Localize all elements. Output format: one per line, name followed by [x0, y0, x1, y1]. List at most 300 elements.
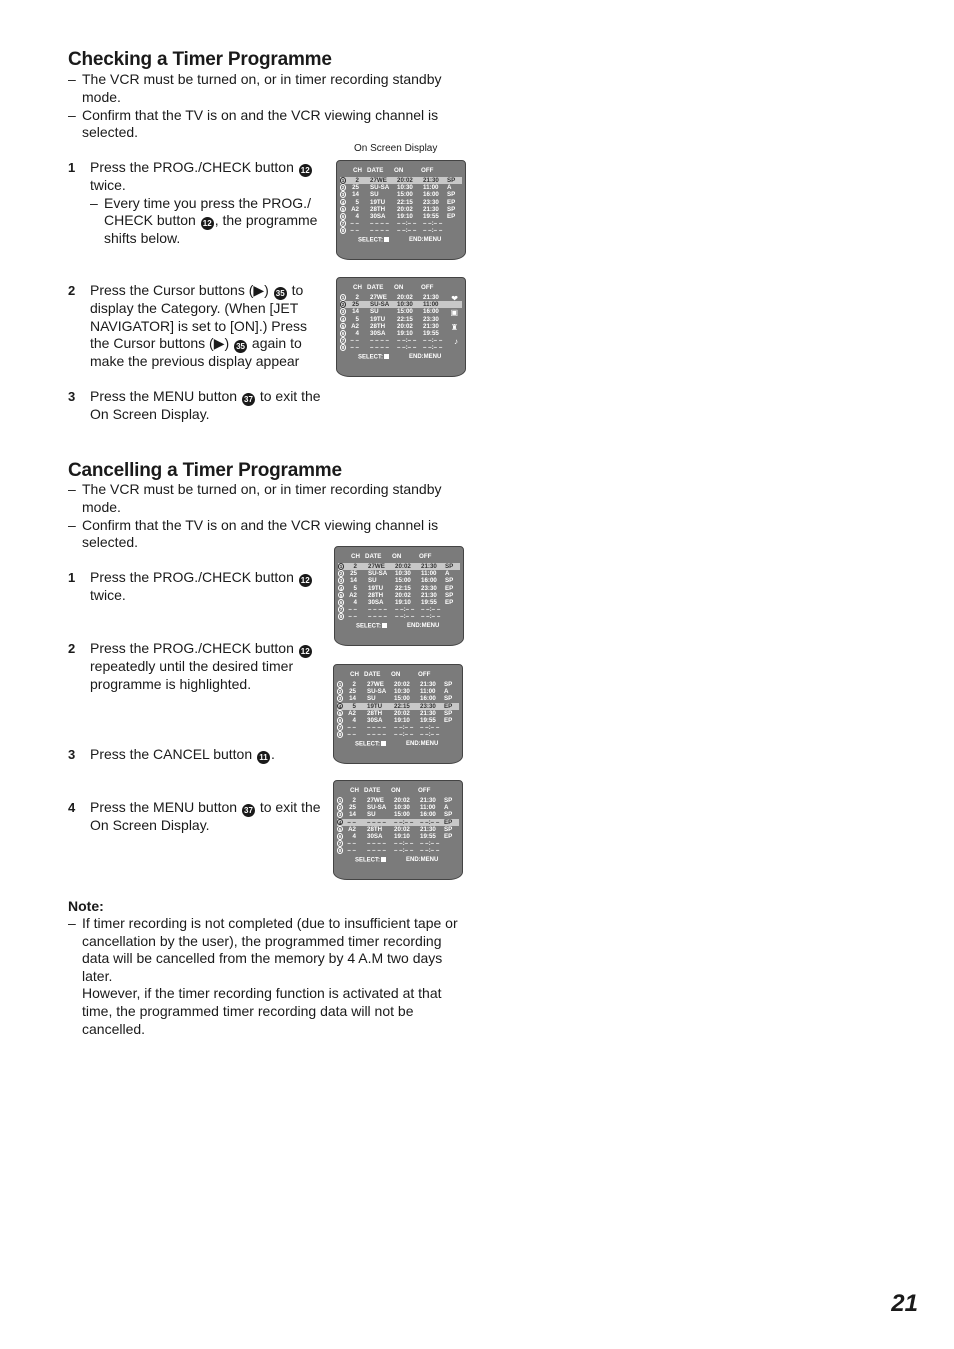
osd-speed: EP	[445, 584, 454, 592]
osd-row-number: 5	[338, 710, 342, 716]
osd-off-time: 23:30	[421, 584, 437, 592]
osd-footer-end-menu: END:MENU	[409, 354, 442, 360]
osd-on-time: – –:– –	[397, 337, 417, 345]
osd-on-time: 19:10	[394, 833, 410, 840]
osd-on-time: 19:10	[397, 330, 413, 337]
osd-channel: 4	[352, 833, 356, 840]
osd-on-time: 20:02	[397, 177, 413, 184]
osd-off-time: – –:– –	[420, 724, 440, 732]
osd-programme-row	[337, 688, 459, 695]
osd-date: 30SA	[370, 330, 386, 337]
osd-footer-select: SELECT:	[355, 741, 386, 748]
osd-programme-row	[340, 213, 462, 220]
osd-channel: 4	[352, 717, 356, 724]
osd-speed: SP	[444, 709, 453, 717]
osd-on-time: – –:– –	[397, 227, 417, 235]
osd-date: 19TU	[370, 315, 386, 323]
osd-programme-row	[340, 206, 462, 213]
osd-off-time: – –:– –	[423, 220, 443, 228]
osd-header-off: OFF	[421, 284, 434, 291]
osd-row-number: 3	[338, 696, 342, 702]
intro-item: – The VCR must be turned on, or in timer recording standby mode.	[68, 481, 442, 515]
osd-row-number: 8	[341, 228, 345, 234]
checking-step-3: 3 Press the MENU button 37 to exit the On Screen Display.	[68, 388, 321, 422]
osd-programme-row	[337, 731, 459, 738]
osd-programme-row	[340, 184, 462, 191]
osd-speed: SP	[447, 177, 456, 184]
osd-header-ch: CH	[350, 671, 359, 678]
osd-channel: 14	[349, 695, 356, 703]
osd-on-time: – –:– –	[395, 613, 415, 621]
osd-row-number: 6	[338, 834, 342, 839]
music-note-icon: ♪	[454, 337, 458, 347]
osd-programme-row	[338, 613, 460, 620]
osd-date: – – – –	[370, 227, 389, 235]
osd-row-number: 3	[341, 192, 345, 198]
note-title: Note:	[68, 898, 104, 914]
osd-channel: 2	[353, 563, 357, 570]
osd-channel: 2	[355, 177, 359, 184]
cursor-button-icon: 35	[234, 340, 247, 353]
osd-channel: 25	[352, 301, 359, 309]
osd-channel: – –	[347, 840, 356, 848]
osd-on-time: 20:02	[394, 797, 410, 804]
osd-channel: 14	[349, 811, 356, 819]
osd-date: SU-SA	[368, 570, 388, 578]
osd-on-time: 15:00	[397, 308, 413, 316]
osd-row-number: 4	[338, 819, 342, 825]
osd-on-time: 15:00	[395, 577, 411, 585]
osd-off-time: – –:– –	[420, 840, 440, 848]
cancelling-intro	[68, 481, 468, 552]
osd-row-number: 1	[339, 564, 343, 569]
osd-off-time: 16:00	[423, 308, 439, 316]
osd-on-time: 15:00	[397, 191, 413, 199]
osd-channel: A2	[351, 205, 359, 213]
osd-off-time: 11:00	[420, 804, 436, 812]
intro-item: – Confirm that the TV is on and the VCR viewing channel is selected.	[68, 516, 439, 551]
osd-programme-row	[337, 804, 459, 811]
osd-off-time: 19:55	[423, 330, 439, 337]
osd-header-on: ON	[391, 671, 401, 678]
osd-channel: A2	[348, 709, 356, 717]
osd-date: 28TH	[367, 825, 383, 833]
osd-footer-end-menu: END:MENU	[407, 623, 440, 629]
osd-channel: 25	[350, 570, 357, 578]
osd-programme-row	[337, 695, 459, 702]
osd-row-number: 2	[338, 689, 342, 695]
osd-programme-row	[337, 703, 459, 710]
osd-footer-end-menu: END:MENU	[406, 857, 439, 863]
osd-date: SU	[370, 191, 379, 199]
osd-date: – – – –	[370, 220, 389, 228]
page-number: 21	[891, 1290, 918, 1317]
osd-speed: A	[444, 688, 449, 696]
select-cursor-icon	[384, 354, 389, 359]
osd-row-number: 8	[339, 614, 343, 620]
checking-intro	[68, 71, 468, 142]
osd-programme-row	[337, 681, 459, 688]
osd-speed: SP	[444, 811, 453, 819]
osd-programme-row	[340, 308, 462, 318]
osd-on-time: 22:15	[395, 584, 411, 592]
cancelling-step-3: 3 Press the CANCEL button 11 .	[68, 746, 275, 762]
intro-item: – The VCR must be turned on, or in timer recording standby mode.	[68, 71, 442, 105]
osd-row-number: 5	[339, 592, 343, 598]
osd-channel: 25	[349, 688, 356, 696]
osd-programme-row	[338, 606, 460, 613]
osd-header-ch: CH	[351, 553, 360, 560]
osd-speed: SP	[445, 563, 454, 570]
osd-programme-row	[337, 797, 459, 804]
osd-on-time: 15:00	[394, 811, 410, 819]
prog-check-button-icon: 12	[299, 574, 312, 587]
osd-on-time: – –:– –	[394, 847, 414, 855]
osd-on-time: – –:– –	[397, 220, 417, 228]
osd-programme-row	[338, 592, 460, 599]
osd-screen-3	[334, 546, 464, 646]
osd-off-time: 21:30	[423, 205, 439, 213]
osd-speed: SP	[444, 695, 453, 703]
osd-speed: EP	[447, 213, 456, 220]
osd-off-time: 11:00	[420, 688, 436, 696]
osd-speed: A	[445, 570, 450, 578]
osd-date: 30SA	[370, 213, 386, 220]
osd-row-number: 8	[338, 848, 342, 854]
osd-off-time: 11:00	[423, 301, 439, 309]
osd-off-time: – –:– –	[421, 613, 441, 621]
osd-off-time: – –:– –	[423, 344, 443, 352]
osd-programme-row	[337, 847, 459, 854]
osd-date: 27WE	[368, 563, 385, 570]
osd-row-number: 2	[338, 805, 342, 811]
osd-off-time: 21:30	[420, 681, 436, 688]
osd-row-number: 6	[339, 600, 343, 605]
cursor-button-icon: 35	[274, 287, 287, 300]
select-cursor-icon	[381, 741, 386, 746]
osd-on-time: 10:30	[397, 184, 413, 192]
osd-programme-row	[340, 220, 462, 227]
osd-channel: 25	[349, 804, 356, 812]
osd-off-time: – –:– –	[421, 606, 441, 614]
osd-date: 28TH	[367, 709, 383, 717]
movie-icon: ♜	[450, 322, 458, 332]
osd-on-time: 15:00	[394, 695, 410, 703]
osd-speed: EP	[445, 599, 454, 606]
osd-off-time: 21:30	[420, 825, 436, 833]
checking-step-1: 1 Press the PROG./CHECK button 12 twice. – Every time you press the PROG./ CHECK button 12 , the programme shifts below.	[68, 159, 318, 247]
osd-header-off: OFF	[419, 553, 432, 560]
osd-off-time: 21:30	[421, 591, 437, 599]
osd-row-number: 5	[341, 206, 345, 212]
osd-speed: EP	[444, 717, 453, 724]
select-cursor-icon	[384, 237, 389, 242]
osd-date: 27WE	[367, 681, 384, 688]
osd-row-number: 3	[338, 812, 342, 818]
osd-off-time: 21:30	[421, 563, 437, 570]
osd-off-time: 19:55	[420, 717, 436, 724]
osd-date: 27WE	[370, 294, 387, 301]
osd-off-time: 19:55	[421, 599, 437, 606]
osd-programme-row	[337, 724, 459, 731]
osd-row-number: 2	[341, 302, 345, 308]
osd-speed: A	[444, 804, 449, 812]
osd-row-number: 4	[341, 199, 345, 205]
osd-channel: A2	[349, 591, 357, 599]
osd-on-time: 22:15	[394, 702, 410, 710]
osd-on-time: 20:02	[394, 681, 410, 688]
osd-header-ch: CH	[350, 787, 359, 794]
osd-row-number: 4	[339, 585, 343, 591]
osd-date: – – – –	[367, 724, 386, 732]
osd-date: SU	[367, 695, 376, 703]
osd-on-time: 20:02	[395, 563, 411, 570]
osd-channel: – –	[348, 606, 357, 614]
osd-header-date: DATE	[364, 671, 381, 678]
osd-channel: 4	[353, 599, 357, 606]
osd-off-time: 16:00	[420, 811, 436, 819]
osd-on-time: 19:10	[397, 213, 413, 220]
osd-date: SU-SA	[370, 184, 390, 192]
osd-programme-row	[340, 177, 462, 184]
note-body: – If timer recording is not completed (due to insufficient tape or cancellation by the user), the programmed timer recording data will be cancelled from the memory by 4 A.M two days later. However, if the timer recording function is activated at that time, the programmed timer recording data will not be cancelled.	[68, 915, 458, 1037]
osd-off-time: 21:30	[423, 294, 439, 301]
osd-footer-select: SELECT:	[358, 354, 389, 361]
osd-programme-row	[338, 577, 460, 584]
osd-off-time: 21:30	[423, 177, 439, 184]
osd-speed: SP	[445, 591, 454, 599]
osd-on-time: 19:10	[395, 599, 411, 606]
osd-programme-row	[337, 811, 459, 818]
osd-date: 28TH	[370, 322, 386, 330]
osd-date: 30SA	[367, 717, 383, 724]
checking-section-title: Checking a Timer Programme	[68, 49, 332, 70]
osd-off-time: 21:30	[423, 322, 439, 330]
intro-item: – Confirm that the TV is on and the VCR viewing channel is selected.	[68, 106, 439, 141]
osd-on-time: – –:– –	[394, 818, 414, 826]
osd-header-off: OFF	[418, 671, 431, 678]
osd-channel: 14	[352, 308, 359, 316]
osd-screen-5	[333, 780, 463, 880]
osd-date: SU	[370, 308, 379, 316]
osd-on-time: 20:02	[395, 591, 411, 599]
osd-speed: SP	[447, 205, 456, 213]
osd-header-on: ON	[391, 787, 401, 794]
osd-date: SU-SA	[370, 301, 390, 309]
osd-date: SU	[367, 811, 376, 819]
osd-footer-end-menu: END:MENU	[406, 741, 439, 747]
osd-channel: 2	[355, 294, 359, 301]
osd-speed: SP	[444, 797, 453, 804]
osd-on-time: 10:30	[395, 570, 411, 578]
osd-row-number: 1	[338, 798, 342, 803]
osd-date: 28TH	[370, 205, 386, 213]
osd-row-number: 5	[341, 323, 345, 329]
osd-header-on: ON	[392, 553, 402, 560]
osd-channel: – –	[347, 731, 356, 739]
osd-channel: 25	[352, 184, 359, 192]
osd-on-time: – –:– –	[394, 731, 414, 739]
osd-channel: 5	[352, 702, 356, 710]
osd-row-number: 7	[339, 607, 343, 613]
osd-row-number: 2	[339, 571, 343, 577]
osd-off-time: 19:55	[423, 213, 439, 220]
osd-off-time: 16:00	[423, 191, 439, 199]
osd-off-time: – –:– –	[420, 731, 440, 739]
osd-programme-row	[340, 337, 462, 347]
osd-speed: SP	[447, 191, 456, 199]
osd-footer-end-menu: END:MENU	[409, 237, 442, 243]
osd-programme-row	[340, 301, 462, 308]
osd-header-date: DATE	[367, 284, 384, 291]
osd-programme-row	[337, 717, 459, 724]
select-cursor-icon	[382, 623, 387, 628]
osd-channel: – –	[347, 847, 356, 855]
osd-date: 30SA	[368, 599, 384, 606]
cancelling-section-title: Cancelling a Timer Programme	[68, 460, 342, 481]
osd-row-number: 3	[339, 578, 343, 584]
osd-screen-4	[333, 664, 463, 764]
select-cursor-icon	[381, 857, 386, 862]
osd-header-date: DATE	[367, 167, 384, 174]
osd-row-number: 4	[338, 703, 342, 709]
cancel-button-icon: 11	[257, 751, 270, 764]
osd-on-time: 10:30	[394, 804, 410, 812]
osd-row-number: 6	[341, 214, 345, 219]
osd-row-number: 4	[341, 316, 345, 322]
cancelling-step-1: 1 Press the PROG./CHECK button 12 twice.	[68, 569, 338, 605]
osd-row-number: 2	[341, 185, 345, 191]
osd-channel: 5	[355, 315, 359, 323]
osd-off-time: 11:00	[423, 184, 439, 192]
osd-date: SU-SA	[367, 688, 387, 696]
osd-programme-row	[338, 563, 460, 570]
osd-channel: A2	[348, 825, 356, 833]
osd-screen-1	[336, 160, 466, 260]
osd-date: 30SA	[367, 833, 383, 840]
prog-check-button-icon: 12	[299, 645, 312, 658]
osd-header-off: OFF	[421, 167, 434, 174]
osd-off-time: 21:30	[420, 797, 436, 804]
osd-off-time: 23:30	[423, 198, 439, 206]
osd-channel: – –	[347, 818, 356, 826]
note-text: If timer recording is not completed (due to insufficient tape or cancellation by the user), the programmed timer recording data will be cancelled from the memory by 4 A.M two days later.	[82, 915, 458, 984]
osd-date: – – – –	[367, 731, 386, 739]
osd-programme-row	[337, 819, 459, 826]
osd-speed: EP	[444, 702, 453, 710]
osd-row-number: 8	[338, 732, 342, 738]
heart-icon: ❤	[451, 294, 458, 303]
prog-check-button-icon: 12	[201, 217, 214, 230]
osd-channel: 14	[352, 191, 359, 199]
osd-date: 28TH	[368, 591, 384, 599]
osd-programme-row	[337, 833, 459, 840]
osd-on-time: – –:– –	[397, 344, 417, 352]
osd-footer-select: SELECT:	[355, 857, 386, 864]
osd-channel: 14	[350, 577, 357, 585]
osd-date: – – – –	[367, 847, 386, 855]
osd-row-number: 7	[341, 221, 345, 227]
osd-header-off: OFF	[418, 787, 431, 794]
osd-date: – – – –	[367, 818, 386, 826]
osd-on-time: 20:02	[397, 294, 413, 301]
menu-button-icon: 37	[242, 393, 255, 406]
cancelling-step-2: 2 Press the PROG./CHECK button 12 repeatedly until the desired timer programme is highlighted.	[68, 640, 324, 693]
tv-icon: ▣	[450, 308, 458, 318]
osd-on-time: 10:30	[394, 688, 410, 696]
osd-programme-row	[338, 599, 460, 606]
osd-speed: EP	[444, 818, 453, 826]
osd-programme-row	[340, 323, 462, 330]
osd-off-time: 16:00	[420, 695, 436, 703]
osd-channel: – –	[350, 337, 359, 345]
note-text: However, if the timer recording function is activated at that time, the programmed timer recording data will not be cancelled.	[82, 985, 442, 1037]
osd-channel: 2	[352, 681, 356, 688]
osd-programme-row	[340, 199, 462, 206]
osd-on-time: 19:10	[394, 717, 410, 724]
osd-channel: 5	[355, 198, 359, 206]
osd-speed: EP	[444, 833, 453, 840]
osd-caption: On Screen Display	[354, 143, 438, 154]
osd-date: 27WE	[370, 177, 387, 184]
osd-header-on: ON	[394, 284, 404, 291]
osd-on-time: 20:02	[397, 322, 413, 330]
osd-speed: EP	[447, 198, 456, 206]
osd-row-number: 1	[341, 178, 345, 183]
osd-row-number: 7	[341, 338, 345, 344]
osd-on-time: – –:– –	[394, 840, 414, 848]
osd-row-number: 7	[338, 725, 342, 731]
osd-programme-row	[337, 826, 459, 833]
osd-channel: 5	[353, 584, 357, 592]
osd-header-ch: CH	[353, 167, 362, 174]
osd-channel: 2	[352, 797, 356, 804]
osd-programme-row	[340, 191, 462, 198]
osd-header-on: ON	[394, 167, 404, 174]
osd-date: SU	[368, 577, 377, 585]
osd-programme-row	[340, 294, 462, 301]
osd-off-time: 11:00	[421, 570, 437, 578]
osd-channel: – –	[347, 724, 356, 732]
osd-programme-row	[337, 710, 459, 717]
osd-channel: – –	[350, 227, 359, 235]
osd-programme-row	[337, 840, 459, 847]
osd-channel: 4	[355, 330, 359, 337]
osd-on-time: 20:02	[394, 825, 410, 833]
osd-channel: A2	[351, 322, 359, 330]
osd-date: 19TU	[368, 584, 384, 592]
menu-button-icon: 37	[242, 804, 255, 817]
osd-date: – – – –	[368, 606, 387, 614]
osd-date: SU-SA	[367, 804, 387, 812]
osd-off-time: – –:– –	[423, 337, 443, 345]
osd-off-time: – –:– –	[423, 227, 443, 235]
osd-speed: A	[447, 184, 452, 192]
osd-on-time: 22:15	[397, 198, 413, 206]
osd-speed: SP	[445, 577, 454, 585]
osd-on-time: 10:30	[397, 301, 413, 309]
osd-speed: SP	[444, 825, 453, 833]
osd-header-date: DATE	[365, 553, 382, 560]
checking-step-2: 2 Press the Cursor buttons (▶) 35 to display the Category. (When [JET NAVIGATOR] is set to [ON].) Press the Cursor buttons (▶) 35 again to make the previous display appear	[68, 282, 308, 370]
osd-channel: – –	[350, 344, 359, 352]
osd-off-time: 21:30	[420, 709, 436, 717]
osd-on-time: 20:02	[397, 205, 413, 213]
osd-date: – – – –	[370, 337, 389, 345]
osd-off-time: 23:30	[420, 702, 436, 710]
osd-row-number: 8	[341, 345, 345, 351]
osd-programme-row	[340, 330, 462, 337]
